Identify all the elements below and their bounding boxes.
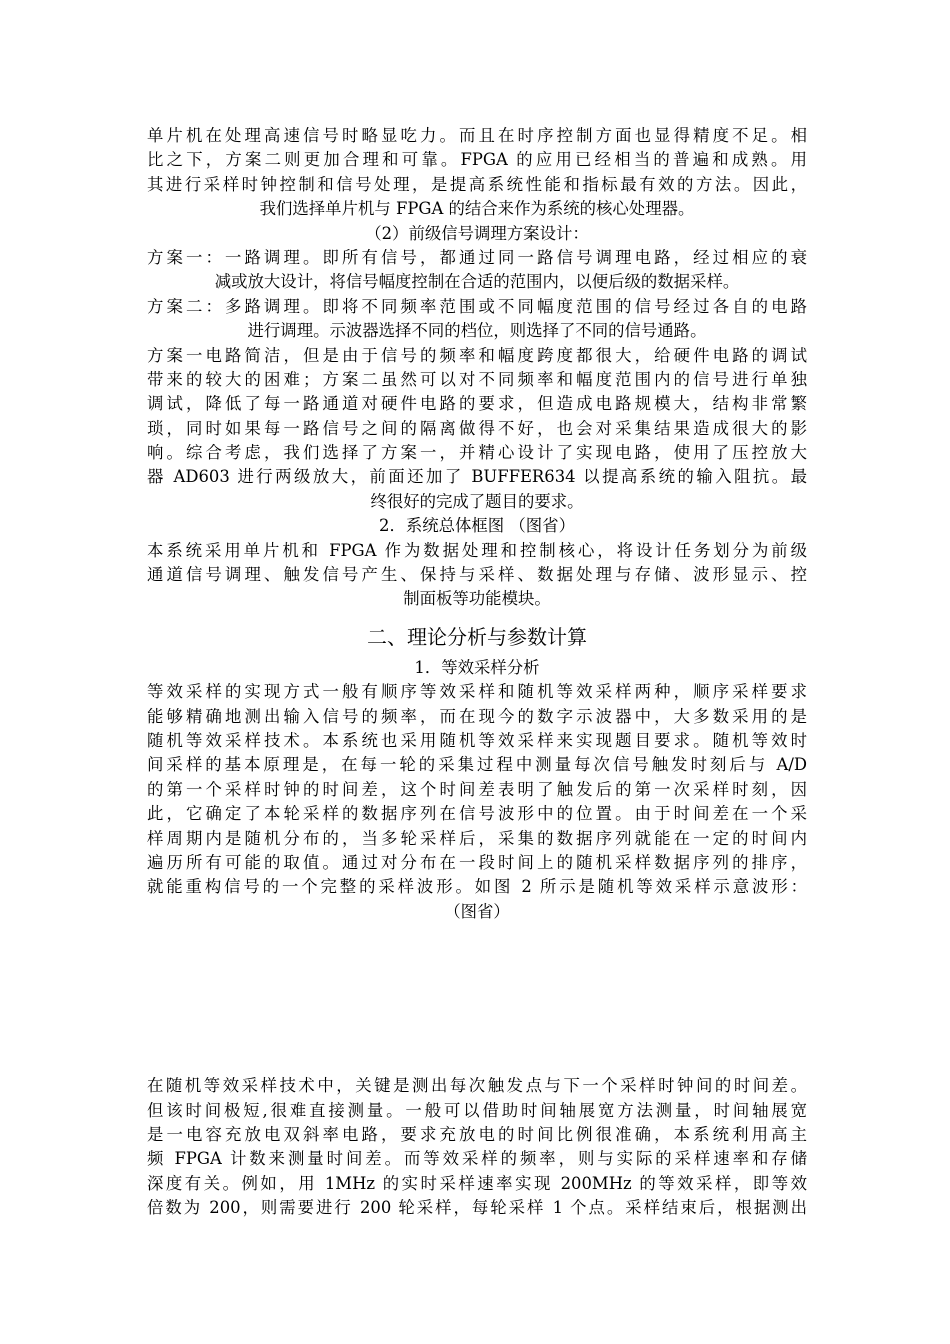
text-line: 琐，同时如果每一路信号之间的隔离做得不好，也会对采集结果造成很大的影: [147, 418, 807, 438]
text-line: 的第一个采样时钟的时间差，这个时间差表明了触发后的第一次采样时刻，因: [147, 779, 807, 799]
text-line: 其进行采样时钟控制和信号处理，是提高系统性能和指标最有效的方法。因此，: [147, 174, 807, 194]
document-page: [147, 124, 807, 1220]
text-line: 减或放大设计，将信号幅度控制在合适的范围内，以便后级的数据采样。: [214, 272, 740, 292]
figure-placeholder-space: [147, 924, 807, 1074]
section-heading: 二、理论分析与参数计算: [367, 624, 587, 649]
text-line: 随机等效采样技术。本系统也采用随机等效采样来实现题目要求。随机等效时: [147, 730, 807, 750]
paragraph-equivalent-sampling: [147, 680, 807, 900]
text-line: 本系统采用单片机和 FPGA 作为数据处理和控制核心，将设计任务划分为前级: [147, 540, 807, 560]
paragraph-random-sampling: [147, 1074, 807, 1220]
subheading-front-stage: （2）前级信号调理方案设计：: [365, 223, 589, 243]
text-line: 间采样的基本原理是，在每一轮的采集过程中测量每次信号触发时刻后与 A/D: [147, 755, 807, 775]
text-line: 在随机等效采样技术中，关键是测出每次触发点与下一个采样时钟间的时间差。: [147, 1076, 807, 1096]
subheading-block-diagram: 2．系统总体框图 （图省）: [379, 516, 575, 536]
text-line: 进行调理。示波器选择不同的档位，则选择了不同的信号通路。: [247, 321, 707, 341]
paragraph-plan-comparison: [147, 344, 807, 515]
text-line: 倍数为 200，则需要进行 200 轮采样，每轮采样 1 个点。采样结束后，根据测出: [147, 1198, 807, 1218]
text-line: 深度有关。例如，用 1MHz 的实时采样速率实现 200MHz 的等效采样，即等效: [147, 1173, 807, 1193]
text-line: 频 FPGA 计数来测量时间差。而等效采样的频率，则与实际的采样速率和存储: [147, 1149, 807, 1169]
text-line: 此，它确定了本轮采样的数据序列在信号波形中的位置。由于时间差在一个采: [147, 804, 807, 824]
text-line: 调试，降低了每一路通道对硬件电路的要求，但造成电路规模大，结构非常繁: [147, 394, 807, 414]
text-line: 是一电容充放电双斜率电路，要求充放电的时间比例很准确，本系统利用高主: [147, 1124, 807, 1144]
text-line: 遍历所有可能的取值。通过对分布在一段时间上的随机采样数据序列的排序，: [147, 852, 807, 872]
text-line: 就能重构信号的一个完整的采样波形。如图 2 所示是随机等效采样示意波形：: [147, 877, 807, 897]
text-line: 单片机在处理高速信号时略显吃力。而且在时序控制方面也显得精度不足。相: [147, 126, 807, 145]
text-line: 方案一：一路调理。即所有信号，都通过同一路信号调理电路，经过相应的衰: [147, 247, 807, 267]
text-line: 样周期内是随机分布的，当多轮采样后，采集的数据序列就能在一定的时间内: [147, 828, 807, 848]
paragraph-plan-one: [147, 246, 807, 295]
text-line: 终很好的完成了题目的要求。: [370, 491, 584, 511]
text-line: 制面板等功能模块。: [403, 589, 551, 609]
paragraph-system-overview: [147, 539, 807, 612]
text-line: 方案二：多路调理。即将不同频率范围或不同幅度范围的信号经过各自的电路: [147, 296, 807, 316]
text-line: 方案一电路简洁，但是由于信号的频率和幅度跨度都很大，给硬件电路的调试: [147, 345, 807, 365]
figure-omitted-note: （图省）: [444, 901, 510, 921]
paragraph-plan-two: [147, 295, 807, 344]
text-line: 响。综合考虑，我们选择了方案一，并精心设计了实现电路，使用了压控放大: [147, 443, 807, 463]
text-line: 通道信号调理、触发信号产生、保持与采样、数据处理与存储、波形显示、控: [147, 565, 807, 585]
text-line: 我们选择单片机与 FPGA 的结合来作为系统的核心处理器。: [259, 199, 695, 219]
text-line: 等效采样的实现方式一般有顺序等效采样和随机等效采样两种，顺序采样要求: [147, 682, 807, 702]
text-line: 带来的较大的困难；方案二虽然可以对不同频率和幅度范围内的信号进行单独: [147, 369, 807, 389]
subheading-equivalent-sampling: 1．等效采样分析: [414, 657, 540, 677]
text-line: 比之下，方案二则更加合理和可靠。FPGA 的应用已经相当的普遍和成熟。用: [147, 150, 807, 170]
paragraph-processor-choice: [147, 124, 807, 222]
text-line: 能够精确地测出输入信号的频率，而在现今的数字示波器中，大多数采用的是: [147, 706, 807, 726]
text-line: 但该时间极短,很难直接测量。一般可以借助时间轴展宽方法测量，时间轴展宽: [147, 1100, 807, 1120]
text-line: 器 AD603 进行两级放大，前面还加了 BUFFER634 以提高系统的输入阻抗。最: [147, 467, 807, 487]
